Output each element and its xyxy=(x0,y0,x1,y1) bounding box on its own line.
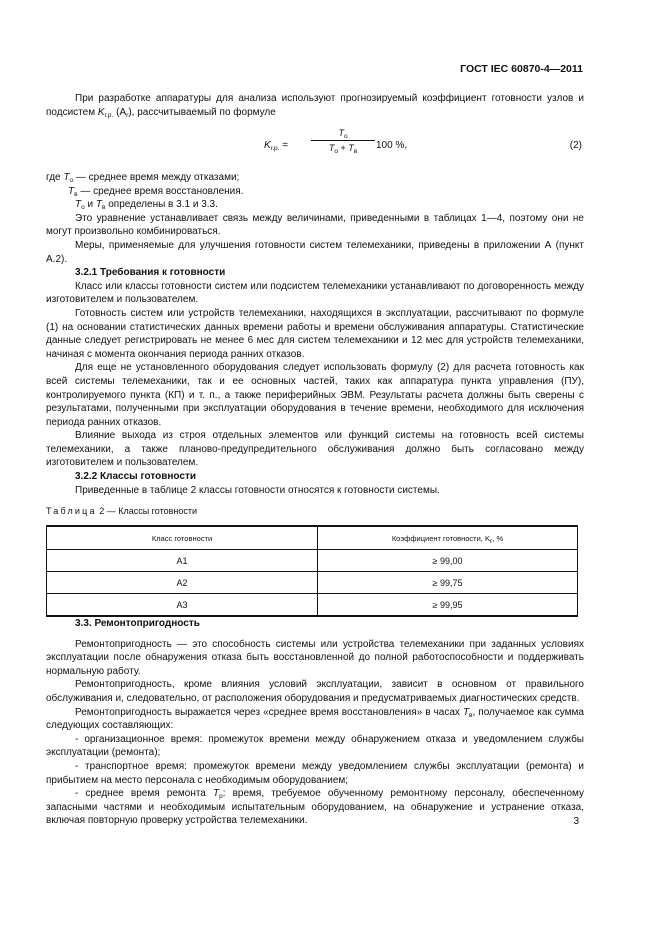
where-l3-sub1: о xyxy=(81,204,85,212)
formula-2 xyxy=(46,128,584,164)
where-l2-sub: в xyxy=(74,190,78,198)
where-line-3 xyxy=(46,198,584,212)
table-header-row xyxy=(47,526,578,550)
formula-fraction xyxy=(311,128,375,153)
table-header-coef-text: Коэффициент готовности, K xyxy=(391,533,490,543)
table-cell-value: ≥ 99,95 xyxy=(318,594,578,617)
table-caption-title: 2 — Классы готовности xyxy=(96,506,198,516)
formula-number: (2) xyxy=(569,140,582,151)
expr-var: T xyxy=(462,706,470,718)
where-l1-b: — среднее время между отказами; xyxy=(73,172,240,183)
table-header-class: Класс готовности xyxy=(47,526,318,550)
b3-text-b: : время, требуемое обученному ремонтному персоналу, обеспеченному запасными частями и необходимым испытательным оборудованием, на обнаружение и устранение отказа, включая повторную проверку устройства телемеханики. xyxy=(46,788,585,827)
paragraph-depends: Ремонтопригодность, кроме влияния условий эксплуатации, зависит в основном от правильного обслуживания и, следовательно, от расположения оборудования и предусматриваемых диагностических средств. xyxy=(46,679,584,704)
where-l1-var: T xyxy=(63,172,70,183)
table-cell-class: A2 xyxy=(47,572,318,594)
intro-block xyxy=(46,92,584,119)
where-l2-b: — среднее время восстановления. xyxy=(77,185,244,197)
heading-3-2-2: 3.2.2 Классы готовности xyxy=(75,471,197,483)
intro-text-b: (A xyxy=(113,106,127,118)
table-cell-value: ≥ 99,00 xyxy=(318,550,578,572)
formula-den-plus: + xyxy=(337,143,349,153)
formula-den-var2: T xyxy=(348,143,354,153)
heading-3-3: 3.3. Ремонтопригодность xyxy=(75,618,200,629)
paragraph-equation: Это уравнение устанавливает связь между величинами, приведенными в таблицах 1—4, поэтому они не могут произвольно комбинироваться. xyxy=(46,212,584,238)
where-l1-sub: о xyxy=(69,177,74,184)
where-l3-mid: и xyxy=(84,199,96,211)
intro-sub2: r xyxy=(126,111,129,119)
expr-sub: в xyxy=(469,711,473,719)
intro-text-a: При разработке аппаратуры для анализа используют прогнозируемый коэффициент готовности узлов и подсистем xyxy=(46,93,584,118)
b3-sub: р xyxy=(219,793,223,801)
paragraph-expression xyxy=(46,706,584,733)
paragraph-measures: Меры, применяемые для улучшения готовности систем телемеханики, приведены в приложении А (пункт А.2). xyxy=(46,239,584,265)
paragraph-classes: Приведенные в таблице 2 классы готовности относятся к готовности системы. xyxy=(75,484,440,496)
where-l3-b: определены в 3.1 и 3.3. xyxy=(105,199,218,211)
formula-numerator xyxy=(311,128,375,141)
expr-text-b: , получаемое как сумма следующих составляющих: xyxy=(46,706,584,732)
table-header-coefficient xyxy=(318,526,578,550)
b3-text-a: - среднее время ремонта xyxy=(75,788,213,800)
table-header-coef-sub: г xyxy=(489,537,493,545)
list-item: - организационное время: промежуток времени между обнаружением отказа и уведомлением службы эксплуатации (ремонта); xyxy=(46,733,584,759)
paragraph-new-equipment: Для еще не установленного оборудования следует использовать формулу (2) для расчета готовность как всей системы телемеханики, так и ее основных частей, таких как аппаратура пункта управления (ПУ), контролируемого пункта (КП) и т. п., а также периферийных ЭВМ. Результаты расчета должны быть сверены с результатами, полученными при эксплуатации оборудования в течение времени, необходимого для исключения периода ранних отказов. xyxy=(46,362,584,428)
formula-num-var: T xyxy=(338,128,344,138)
table-cell-class: A1 xyxy=(47,550,318,572)
intro-sub: г.р. xyxy=(104,111,114,119)
intro-text-c: ), рассчитываемый по формуле xyxy=(128,106,276,118)
where-line-1 xyxy=(46,171,584,185)
table-row xyxy=(47,550,578,572)
formula-num-sub: о xyxy=(343,133,348,140)
formula-lhs-var: K xyxy=(264,140,271,151)
body-block xyxy=(46,171,584,497)
table-cell-class: A3 xyxy=(47,594,318,617)
where-l3-var1: T xyxy=(75,199,82,211)
paragraph-readiness: Готовность систем или устройств телемеханики, находящихся в эксплуатации, рассчитывают по формуле (1) на основании статистических данных времени работы и времени обслуживания аппаратуры. Статистические данные следует регистрировать не менее 6 мес для систем телемеханики и 12 мес для устройств телемеханики, начиная с момента окончания периода ранних отказов. xyxy=(46,307,584,360)
where-line-2 xyxy=(46,185,584,199)
standard-header: ГОСТ IEC 60870-4—2011 xyxy=(460,63,583,75)
table-row xyxy=(47,594,578,617)
formula-den-sub1: о xyxy=(334,148,338,155)
table-cell-value: ≥ 99,75 xyxy=(318,572,578,594)
heading-3-2-1: 3.2.1 Требования к готовности xyxy=(75,267,226,279)
formula-denominator xyxy=(311,141,375,153)
formula-den-sub2: в xyxy=(353,148,358,155)
where-l3-var2: T xyxy=(95,199,102,211)
paragraph-influence: Влияние выхода из строя отдельных элементов или функций системы на готовность всей системы телемеханики, а также планово-предупредительного обслуживания должно быть согласовано между изготовителем и пользователем. xyxy=(46,430,584,469)
formula-lhs-sub: г.р. xyxy=(270,145,280,152)
table-caption-label: Таблица xyxy=(46,506,97,516)
paragraph-definition: Ремонтопригодность — это способность системы или устройства телемеханики при заданных условиях эксплуатации после обнаружения отказа быть восстановленной до полной работоспособности и поддерживать нормальную работу. xyxy=(46,638,584,677)
table-caption xyxy=(46,506,197,516)
where-l3-sub2: в xyxy=(102,204,106,212)
page-number: 3 xyxy=(573,816,579,827)
intro-paragraph xyxy=(46,92,584,119)
formula-eq: = xyxy=(279,140,289,151)
intro-var: K xyxy=(97,106,105,118)
table-row xyxy=(47,572,578,594)
list-item xyxy=(46,787,584,828)
list-item: - транспортное время: промежуток времени между уведомлением службы эксплуатации (ремонта) и прибытием на место персонала с необходимым оборудованием; xyxy=(46,760,584,786)
formula-tail: 100 %, xyxy=(376,140,408,151)
expr-text-a: Ремонтопригодность выражается через «среднее время восстановления» в часах xyxy=(75,706,463,718)
formula-den-var1: T xyxy=(328,143,335,153)
paragraph-class: Класс или классы готовности систем или подсистем телемеханики устанавливают по договоренность между изготовителем и пользователем. xyxy=(46,280,584,306)
table-header-coef-unit: , % xyxy=(492,533,504,543)
where-l2-var: T xyxy=(68,185,75,197)
b3-var: T xyxy=(212,788,220,800)
maintainability-block xyxy=(46,617,584,828)
where-l1-a: где xyxy=(46,172,64,183)
formula-lhs xyxy=(264,140,288,151)
readiness-classes-table xyxy=(46,525,578,617)
